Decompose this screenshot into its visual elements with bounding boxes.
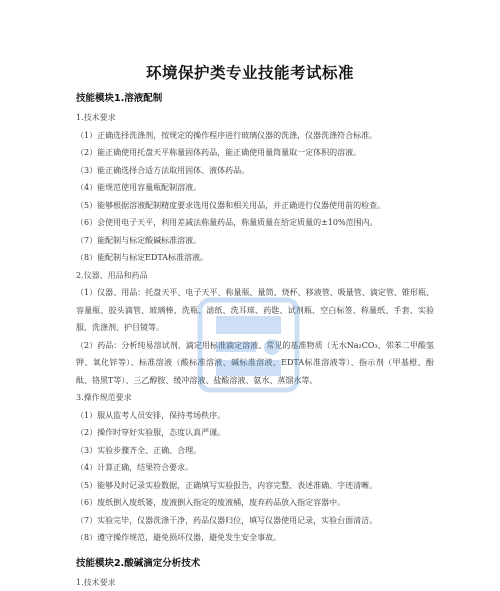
list-item: （6）会使用电子天平，利用差减法称量药品，称量质量在给定质量的±10%范围内。	[76, 214, 434, 232]
list-item: （3）能正确选择合适方法取用固体、液体药品。	[76, 162, 434, 180]
operation-rules-title: 3.操作规范要求	[76, 389, 434, 407]
module2-tech-requirements-title: 1.技术要求	[76, 574, 434, 591]
equipment-title: 2.仪器、用品和药品	[76, 267, 434, 285]
tech-requirements-title: 1.技术要求	[76, 109, 434, 127]
list-item: （5）能够及时记录实验数据，正确填写实验报告，内容完整、表述准确、字迹清晰。	[76, 477, 434, 495]
module1-heading: 技能模块1.溶液配制	[76, 88, 434, 109]
list-item: （6）废纸倒入废纸篓，废液倒入指定的废液桶，废弃药品放入指定容器中。	[76, 494, 434, 512]
list-item: （1）正确选择洗涤剂，按规定的操作程序进行玻璃仪器的洗涤，仪器洗涤符合标准。	[76, 127, 434, 145]
list-item: （2）操作时穿好实验服，态度认真严谨。	[76, 424, 434, 442]
list-item: （5）能够根据溶液配制精度要求选用仪器和相关用品，并正确进行仪器使用前的检查。	[76, 197, 434, 215]
list-item: （8）遵守操作规范，避免损坏仪器，避免发生安全事故。	[76, 529, 434, 547]
list-item: （4）计算正确，结果符合要求。	[76, 459, 434, 477]
list-item: （8）能配制与标定EDTA标准溶液。	[76, 249, 434, 267]
reagents-paragraph: （2）药品：分析纯易溶试剂、滴定用标准滴定溶液、常见的基准物质（无水Na₂CO₃、邻苯二甲酸氢钾、氧化锌等）、标准溶液（酸标准溶液、碱标准溶液、EDTA标准溶液等）、指示剂（甲基橙、酚酞、铬黑T等）、三乙醇胺、缓冲溶液、盐酸溶液、氨水、蒸馏水等。	[76, 337, 434, 390]
document-body	[76, 88, 434, 591]
list-item: （2）能正确使用托盘天平称量固体药品，能正确使用量筒量取一定体积的溶液。	[76, 144, 434, 162]
list-item: （7）能配制与标定酸碱标准溶液。	[76, 232, 434, 250]
list-item: （7）实验完毕，仪器洗涤干净，药品仪器归位，填写仪器使用记录，实验台面清洁。	[76, 512, 434, 530]
list-item: （4）能规范使用容量瓶配制溶液。	[76, 179, 434, 197]
module2-heading: 技能模块2.酸碱滴定分析技术	[76, 553, 434, 574]
list-item: （1）服从监考人员安排，保持考场秩序。	[76, 407, 434, 425]
document-title: 环境保护类专业技能考试标准	[0, 61, 500, 83]
list-item: （3）实验步骤齐全、正确、合理。	[76, 442, 434, 460]
equipment-paragraph: （1）仪器、用品：托盘天平、电子天平、称量瓶、量筒、烧杯、移液管、吸量管、滴定管、锥形瓶、容量瓶、胶头滴管、玻璃棒、洗瓶、滤纸、洗耳球、药匙、试剂瓶、空白标签、称量纸、手套、实验服、洗涤剂、护目镜等。	[76, 284, 434, 337]
